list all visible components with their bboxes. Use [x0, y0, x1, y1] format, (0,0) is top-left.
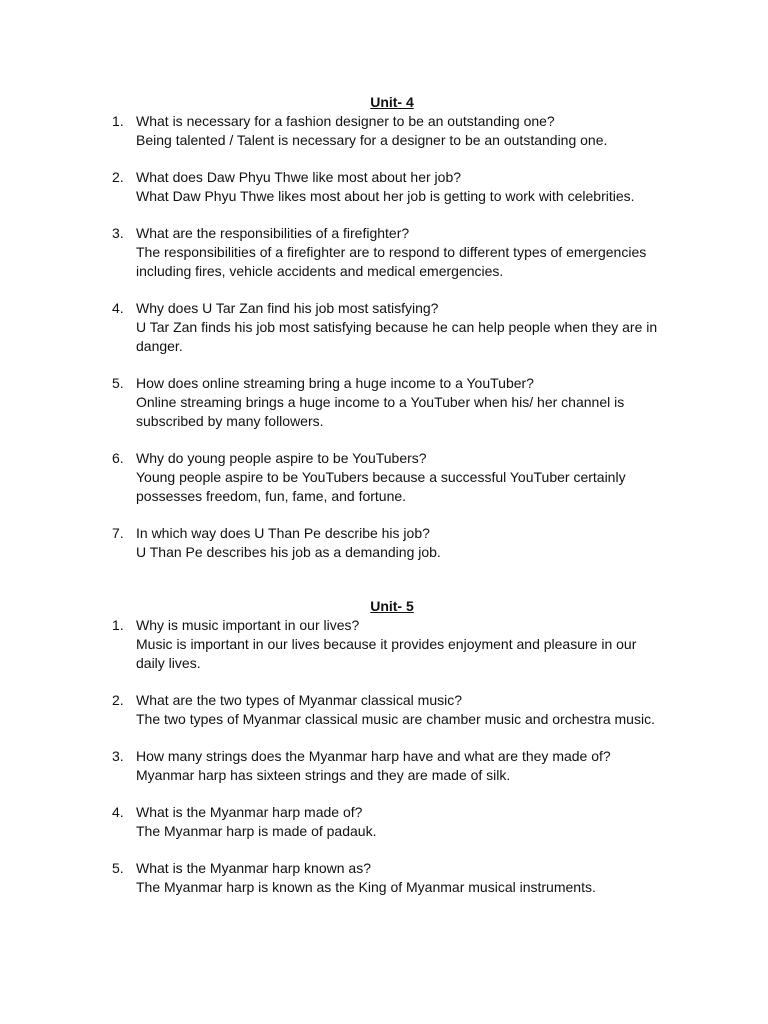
answer-line: The responsibilities of a firefighter are to respond to different types of emergencies [136, 244, 647, 260]
answer-line: What Daw Phyu Thwe likes most about her job is getting to work with celebrities. [136, 188, 635, 204]
qa-item [112, 224, 672, 281]
answer-line: danger. [136, 338, 183, 354]
qa-item [112, 803, 672, 841]
qa-item [112, 859, 672, 897]
unit-5-section [112, 597, 672, 897]
question: Why do young people aspire to be YouTubers? [136, 450, 427, 466]
qa-item [112, 747, 672, 785]
answer-line: including fires, vehicle accidents and medical emergencies. [136, 263, 504, 279]
item-number: 1. [112, 113, 124, 129]
answer-line: The Myanmar harp is known as the King of Myanmar musical instruments. [136, 879, 596, 895]
answer-line: Online streaming brings a huge income to a YouTuber when his/ her channel is [136, 394, 625, 410]
unit-4-section [112, 93, 672, 562]
item-number: 3. [112, 748, 124, 764]
item-number: 4. [112, 804, 124, 820]
question: How many strings does the Myanmar harp have and what are they made of? [136, 748, 611, 764]
qa-item [112, 112, 672, 150]
answer-line: U Tar Zan finds his job most satisfying because he can help people when they are in [136, 319, 658, 335]
item-number: 2. [112, 692, 124, 708]
question: Why does U Tar Zan find his job most satisfying? [136, 300, 439, 316]
item-number: 3. [112, 225, 124, 241]
answer-line: The two types of Myanmar classical music are chamber music and orchestra music. [136, 711, 655, 727]
item-number: 4. [112, 300, 124, 316]
answer-line: daily lives. [136, 655, 201, 671]
question: How does online streaming bring a huge income to a YouTuber? [136, 375, 534, 391]
question: What does Daw Phyu Thwe like most about her job? [136, 169, 462, 185]
answer-line: Myanmar harp has sixteen strings and they are made of silk. [136, 767, 511, 783]
qa-item [112, 299, 672, 356]
item-number: 5. [112, 860, 124, 876]
qa-list [112, 112, 672, 562]
question: What are the two types of Myanmar classical music? [136, 692, 463, 708]
answer-line: Being talented / Talent is necessary for a designer to be an outstanding one. [136, 132, 608, 148]
question: Why is music important in our lives? [136, 617, 360, 633]
answer-line: Music is important in our lives because it provides enjoyment and pleasure in our [136, 636, 637, 652]
qa-item [112, 616, 672, 673]
qa-item [112, 449, 672, 506]
item-number: 2. [112, 169, 124, 185]
question: In which way does U Than Pe describe his job? [136, 525, 430, 541]
answer-line: possesses freedom, fun, fame, and fortune. [136, 488, 407, 504]
qa-item [112, 691, 672, 729]
item-number: 6. [112, 450, 124, 466]
item-number: 5. [112, 375, 124, 391]
qa-list [112, 616, 672, 897]
question: What is necessary for a fashion designer to be an outstanding one? [136, 113, 555, 129]
qa-item [112, 168, 672, 206]
qa-item [112, 524, 672, 562]
answer-line: subscribed by many followers. [136, 413, 324, 429]
unit-title: Unit- 5 [370, 598, 414, 614]
answer-line: The Myanmar harp is made of padauk. [136, 823, 377, 839]
answer-line: Young people aspire to be YouTubers because a successful YouTuber certainly [136, 469, 626, 485]
unit-title: Unit- 4 [370, 94, 414, 110]
question: What are the responsibilities of a firefighter? [136, 225, 410, 241]
answer-line: U Than Pe describes his job as a demanding job. [136, 544, 441, 560]
qa-item [112, 374, 672, 431]
item-number: 7. [112, 525, 124, 541]
item-number: 1. [112, 617, 124, 633]
question: What is the Myanmar harp known as? [136, 860, 371, 876]
question: What is the Myanmar harp made of? [136, 804, 363, 820]
